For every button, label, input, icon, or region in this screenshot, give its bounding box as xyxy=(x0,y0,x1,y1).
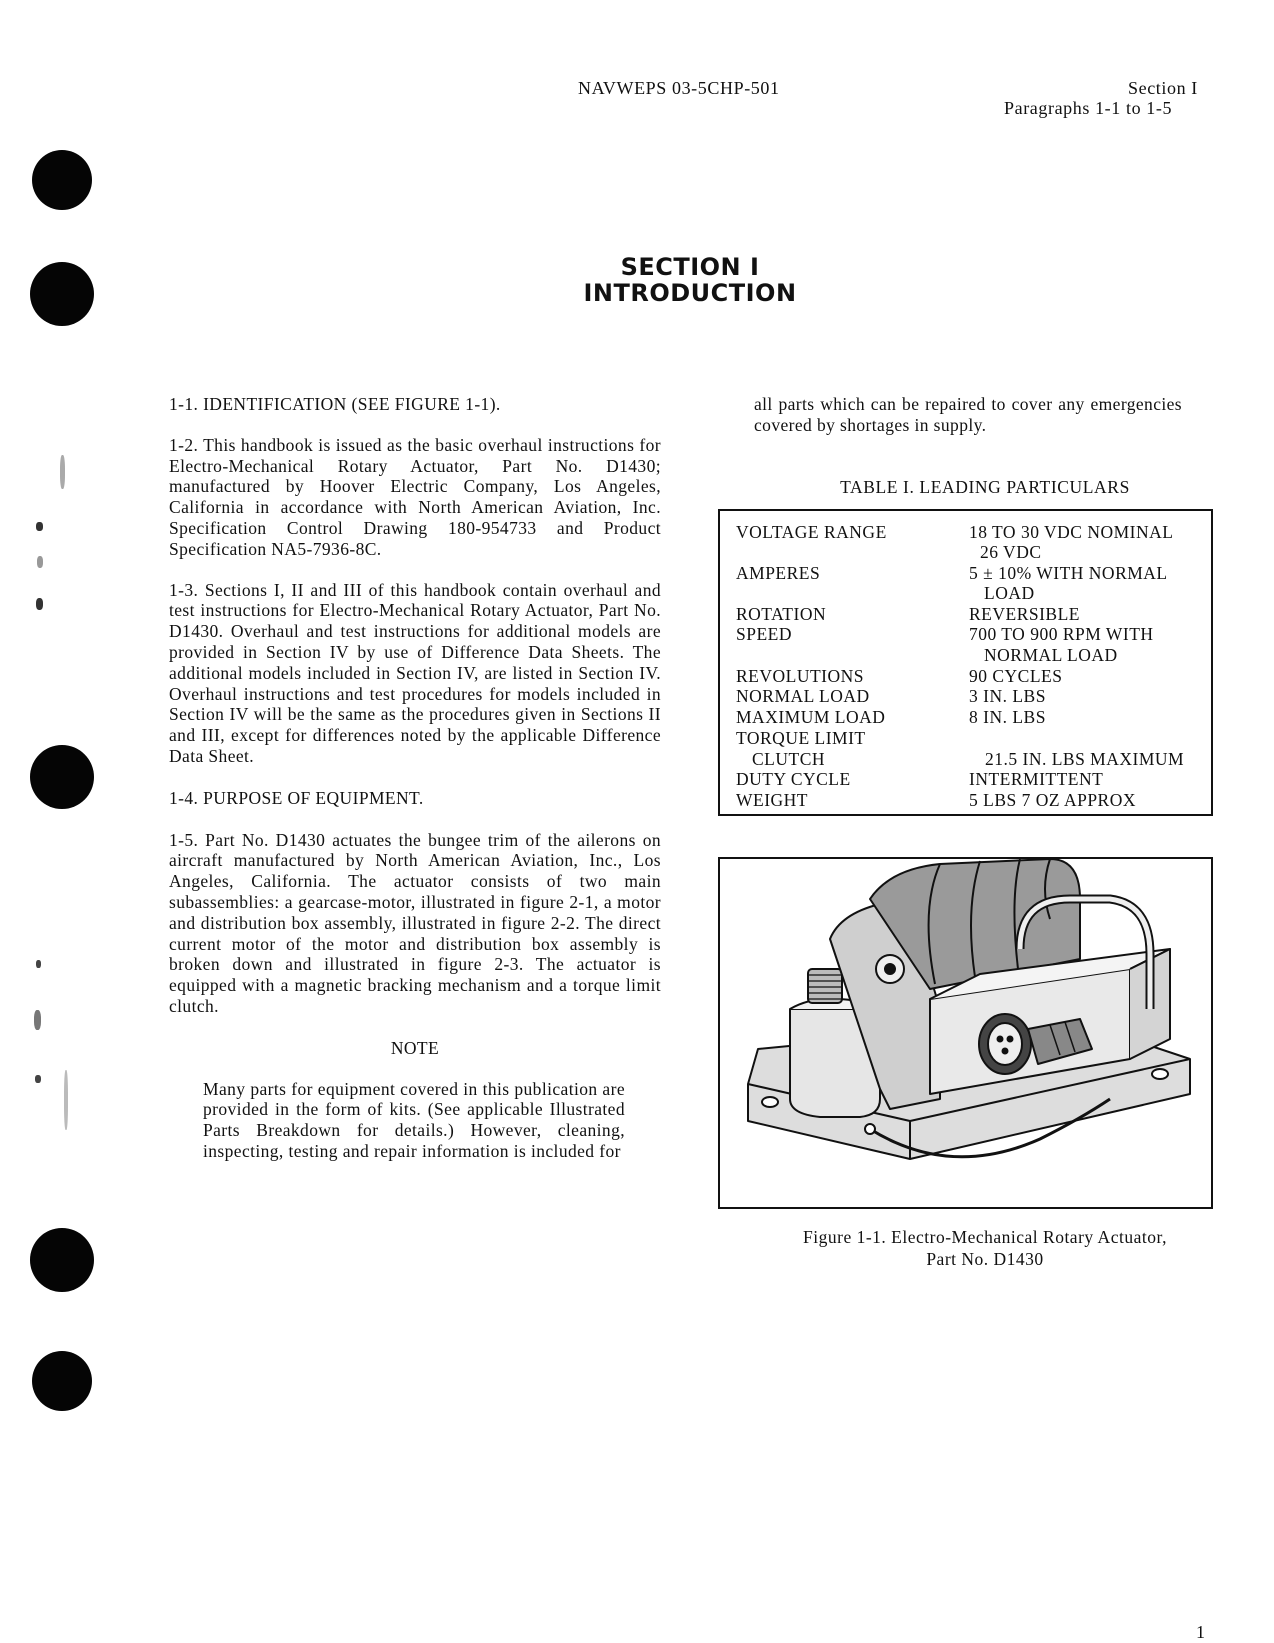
table-key: AMPERES xyxy=(736,563,821,583)
table-key: REVOLUTIONS xyxy=(736,666,864,686)
table-value: 5 LBS 7 OZ APPROX xyxy=(969,790,1137,810)
paragraph-1-2: 1-2. This handbook is issued as the basic overhaul instructions for Electro-Mechanical Rotary Actuator, Part No. D1430; manufactured by Hoover Electric Company, Los Angeles, California in accordance with North American Aviation, Inc. Specification Control Drawing 180-954733 and Product Specification NA5-7936-8C. xyxy=(169,434,661,559)
leading-particulars-table xyxy=(718,509,1213,816)
figure-caption-line1: Figure 1-1. Electro-Mechanical Rotary Actuator, xyxy=(803,1227,1167,1247)
scan-speck xyxy=(36,522,43,531)
table-key: SPEED xyxy=(736,624,792,644)
page-number: 1 xyxy=(1196,1622,1205,1642)
table-row xyxy=(736,749,1203,770)
section-title: SECTION I xyxy=(620,253,760,281)
scan-speck xyxy=(34,1010,41,1030)
actuator-illustration xyxy=(720,859,1211,1207)
doc-number: NAVWEPS 03-5CHP-501 xyxy=(578,78,780,98)
table-key: ROTATION xyxy=(736,604,827,624)
paragraph-1-4: 1-4. PURPOSE OF EQUIPMENT. xyxy=(169,787,424,808)
figure-1-1-frame xyxy=(718,857,1213,1209)
scan-speck xyxy=(35,1075,41,1083)
note-text: Many parts for equipment covered in this publication are provided in the form of kits. (See applicable Illustrated Parts Breakdown for details.) However, cleaning, inspecting, testing and repair information is included for xyxy=(203,1078,625,1161)
table-key: WEIGHT xyxy=(736,790,809,810)
binder-hole-1 xyxy=(32,150,92,210)
scan-speck xyxy=(64,1070,68,1130)
scan-speck xyxy=(60,455,65,489)
paragraph-1-3: 1-3. Sections I, II and III of this handbook contain overhaul and test instructions for Electro-Mechanical Rotary Actuator, Part No. D1430. Overhaul and test instructions for additional models are provided in Section IV by use of Difference Data Sheets. The additional models included in Section IV, are listed in Section IV. Overhaul instructions and test procedures for models included in Section IV will be the same as the procedures given in Sections II and III, except for differences noted by the applicable Difference Data Sheet. xyxy=(169,579,661,766)
table-row xyxy=(736,522,1203,543)
table-row xyxy=(736,624,1203,645)
table-row xyxy=(736,542,1203,563)
table-value: INTERMITTENT xyxy=(969,769,1104,789)
table-key: TORQUE LIMIT xyxy=(736,728,866,748)
table-key: NORMAL LOAD xyxy=(736,686,870,706)
table-value: 26 VDC xyxy=(980,542,1042,562)
table-value: 8 IN. LBS xyxy=(969,707,1046,727)
binder-hole-5 xyxy=(32,1351,92,1411)
table-row xyxy=(736,686,1203,707)
table-value: NORMAL LOAD xyxy=(984,645,1118,665)
table-value: 21.5 IN. LBS MAXIMUM xyxy=(985,749,1185,769)
table-row xyxy=(736,645,1203,666)
table-row xyxy=(736,583,1203,604)
table-row xyxy=(736,790,1203,811)
table-row xyxy=(736,707,1203,728)
left-column xyxy=(169,394,661,1162)
table-key: DUTY CYCLE xyxy=(736,769,851,789)
table-value: 18 TO 30 VDC NOMINAL xyxy=(969,522,1174,542)
table-row xyxy=(736,666,1203,687)
figure-caption-line2: Part No. D1430 xyxy=(926,1249,1044,1269)
table-value: 5 ± 10% WITH NORMAL xyxy=(969,563,1168,583)
table-value: 90 CYCLES xyxy=(969,666,1063,686)
scan-speck xyxy=(36,960,41,968)
table-value: 700 TO 900 RPM WITH xyxy=(969,624,1154,644)
table-caption: TABLE I. LEADING PARTICULARS xyxy=(840,477,1130,497)
table-key: VOLTAGE RANGE xyxy=(736,522,887,542)
table-row xyxy=(736,728,1203,749)
scan-speck xyxy=(37,556,43,568)
section-label: Section I xyxy=(1128,78,1198,98)
table-key: CLUTCH xyxy=(752,749,825,769)
table-value xyxy=(969,728,1203,749)
table-row xyxy=(736,604,1203,625)
scan-speck xyxy=(36,598,43,610)
table-row xyxy=(736,563,1203,584)
binder-hole-3 xyxy=(30,745,94,809)
section-subtitle: INTRODUCTION xyxy=(583,279,797,307)
table-key: MAXIMUM LOAD xyxy=(736,707,886,727)
paragraph-1-5: 1-5. Part No. D1430 actuates the bungee trim of the ailerons on aircraft manufactured by North American Aviation, Inc., Los Angeles, California. The actuator consists of two main subassemblies: a gearcase-motor, illustrated in figure 2-1, a motor and distribution box assembly, illustrated in figure 2-2. The direct current motor of the motor and distribution box assembly is broken down and illustrated in figure 2-3. The actuator is equipped with a magnetic bracking mechanism and a torque limit clutch. xyxy=(169,829,661,1016)
note-title: NOTE xyxy=(390,1037,440,1058)
table-row xyxy=(736,769,1203,790)
note-text-continued: all parts which can be repaired to cover any emergencies covered by shortages in supply. xyxy=(754,394,1182,435)
table-value: 3 IN. LBS xyxy=(969,686,1046,706)
binder-hole-4 xyxy=(30,1228,94,1292)
paragraph-1-1: 1-1. IDENTIFICATION (SEE FIGURE 1-1). xyxy=(169,394,501,414)
table-value: REVERSIBLE xyxy=(969,604,1080,624)
note-continuation xyxy=(754,394,1182,436)
table-value: LOAD xyxy=(984,583,1035,603)
paragraphs-label: Paragraphs 1-1 to 1-5 xyxy=(1004,98,1173,118)
